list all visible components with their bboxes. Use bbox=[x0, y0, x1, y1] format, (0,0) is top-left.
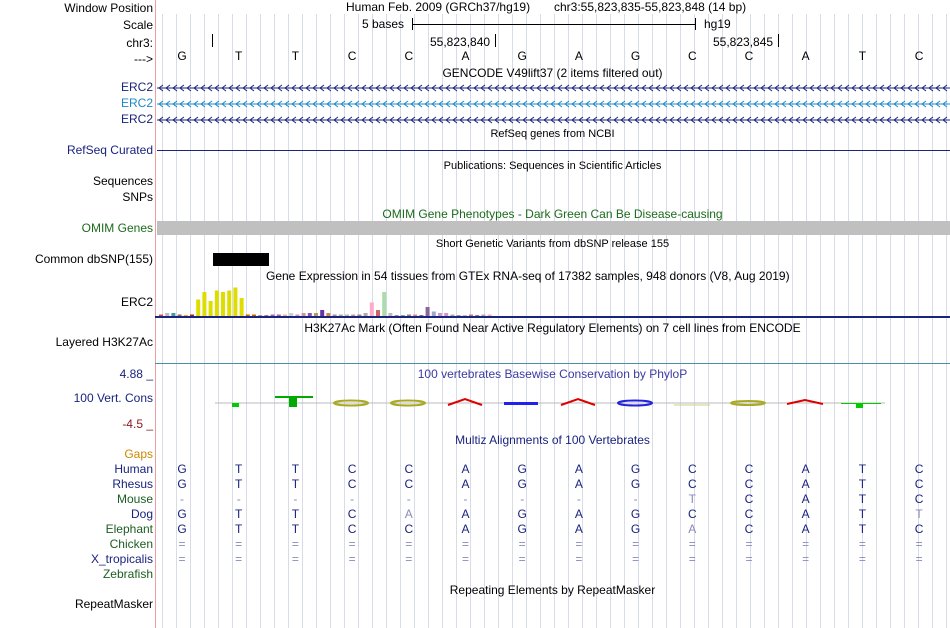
ruler-tick-1 bbox=[495, 34, 496, 47]
phylop-mark bbox=[856, 403, 863, 408]
alignment-base: C bbox=[404, 477, 414, 491]
omim-track-title: OMIM Gene Phenotypes - Dark Green Can Be Disease-causing bbox=[382, 207, 723, 221]
alignment-base: C bbox=[404, 462, 414, 476]
omim-gene-bar[interactable] bbox=[157, 221, 950, 235]
alignment-base: C bbox=[744, 522, 754, 536]
gencode-track-title: GENCODE V49lift37 (2 items filtered out) bbox=[442, 66, 663, 80]
publications-sequences-label[interactable]: Sequences bbox=[92, 174, 153, 188]
alignment-base: = bbox=[802, 552, 810, 566]
phylop-mark bbox=[504, 402, 538, 405]
alignment-base: T bbox=[291, 522, 300, 536]
alignment-base: A bbox=[461, 507, 470, 521]
ruler-tick-label-1: 55,823,840 bbox=[430, 35, 491, 49]
alignment-base: C bbox=[914, 522, 924, 536]
species-label[interactable]: X_tropicalis bbox=[90, 552, 153, 566]
base-letter[interactable]: A bbox=[574, 49, 583, 63]
alignment-base: = bbox=[291, 552, 299, 566]
alignment-base: A bbox=[461, 477, 470, 491]
alignment-base: G bbox=[177, 477, 187, 491]
h3k27ac-track-title: H3K27Ac Mark (Often Found Near Active Regulatory Elements) on 7 cell lines from ENCODE bbox=[304, 321, 801, 335]
alignment-base: - bbox=[406, 492, 411, 506]
publications-snps-label[interactable]: SNPs bbox=[122, 190, 153, 204]
alignment-base: = bbox=[518, 552, 526, 566]
alignment-base: = bbox=[915, 552, 923, 566]
alignment-base: T bbox=[235, 507, 243, 521]
species-label[interactable]: Dog bbox=[130, 507, 153, 521]
alignment-base: C bbox=[687, 477, 697, 491]
gtex-label[interactable]: ERC2 bbox=[120, 295, 153, 309]
alignment-base: C bbox=[914, 462, 924, 476]
gencode-item-label-2[interactable]: ERC2 bbox=[120, 96, 153, 110]
species-label[interactable]: Rhesus bbox=[112, 477, 153, 491]
alignment-base: C bbox=[914, 477, 924, 491]
h3k27ac-signal-baseline bbox=[155, 363, 950, 364]
phylop-min-label: -4.5 _ bbox=[122, 417, 153, 431]
base-letter[interactable]: C bbox=[687, 49, 697, 63]
base-letter[interactable]: C bbox=[347, 49, 357, 63]
gtex-tissue-bar[interactable] bbox=[221, 292, 225, 316]
multiz-track-title: Multiz Alignments of 100 Vertebrates bbox=[455, 433, 650, 447]
alignment-base: - bbox=[180, 492, 184, 506]
alignment-base: T bbox=[858, 522, 867, 536]
repeatmasker-label[interactable]: RepeatMasker bbox=[74, 597, 153, 611]
alignment-base: = bbox=[802, 537, 810, 551]
alignment-base: G bbox=[517, 522, 527, 536]
repeatmasker-track-title: Repeating Elements by RepeatMasker bbox=[449, 583, 656, 597]
gtex-tissue-bar[interactable] bbox=[202, 292, 206, 316]
gtex-track-title: Gene Expression in 54 tissues from GTEx RNA-seq of 17382 samples, 948 donors (V8, Aug 2019) bbox=[266, 269, 790, 283]
base-letter[interactable]: C bbox=[914, 49, 924, 63]
alignment-base: = bbox=[575, 552, 583, 566]
alignment-base: - bbox=[350, 492, 355, 506]
alignment-base: - bbox=[463, 492, 468, 506]
base-letter[interactable]: T bbox=[291, 49, 300, 63]
alignment-base: = bbox=[235, 552, 243, 566]
alignment-base: - bbox=[236, 492, 241, 506]
species-label[interactable]: Human bbox=[114, 462, 153, 476]
gtex-tissue-bar[interactable] bbox=[209, 301, 213, 316]
alignment-base: = bbox=[858, 552, 866, 566]
alignment-base: = bbox=[915, 537, 923, 551]
alignment-base: = bbox=[688, 552, 696, 566]
alignment-base: A bbox=[574, 522, 583, 536]
alignment-base: T bbox=[915, 507, 923, 521]
publications-track-title: Publications: Sequences in Scientific Articles bbox=[443, 160, 662, 172]
alignment-base: C bbox=[744, 462, 754, 476]
multiz-gaps-label[interactable]: Gaps bbox=[124, 447, 153, 461]
gencode-transcript-3[interactable] bbox=[157, 117, 950, 123]
alignment-base: A bbox=[801, 492, 810, 506]
gtex-tissue-bar[interactable] bbox=[233, 288, 237, 317]
alignment-base: - bbox=[576, 492, 581, 506]
alignment-base: T bbox=[235, 522, 243, 536]
dbsnp-label[interactable]: Common dbSNP(155) bbox=[34, 252, 153, 266]
alignment-base: G bbox=[517, 462, 527, 476]
alignment-base: T bbox=[235, 462, 243, 476]
window-position-label: Window Position bbox=[64, 1, 153, 15]
species-label[interactable]: Zebrafish bbox=[102, 567, 153, 581]
h3k27ac-label[interactable]: Layered H3K27Ac bbox=[55, 335, 153, 349]
alignment-base: = bbox=[178, 537, 186, 551]
base-letter[interactable]: C bbox=[404, 49, 414, 63]
alignment-base: C bbox=[404, 522, 414, 536]
gencode-transcript-1[interactable] bbox=[157, 85, 950, 91]
chromosome-label: chr3: bbox=[126, 36, 153, 50]
alignment-base: = bbox=[178, 552, 186, 566]
alignment-base: T bbox=[291, 507, 300, 521]
dbsnp-variant-block[interactable] bbox=[213, 253, 269, 266]
position-text[interactable]: chr3:55,823,835-55,823,848 (14 bp) bbox=[554, 0, 747, 14]
gtex-bar-chart[interactable] bbox=[155, 284, 950, 317]
gtex-tissue-bar[interactable] bbox=[196, 300, 200, 317]
base-letter[interactable]: C bbox=[744, 49, 754, 63]
alignment-base: C bbox=[687, 462, 697, 476]
alignment-base: G bbox=[517, 477, 527, 491]
alignment-base: C bbox=[347, 462, 357, 476]
alignment-base: A bbox=[404, 507, 413, 521]
gencode-item-label-3[interactable]: ERC2 bbox=[120, 112, 153, 126]
ruler-tick-2 bbox=[778, 34, 779, 47]
gencode-item-label-1[interactable]: ERC2 bbox=[120, 80, 153, 94]
base-letter[interactable]: G bbox=[177, 49, 187, 63]
alignment-base: T bbox=[858, 507, 867, 521]
alignment-base: = bbox=[348, 552, 356, 566]
strand-label: ---> bbox=[134, 52, 153, 66]
phylop-track-title: 100 vertebrates Basewise Conservation by PhyloP bbox=[417, 367, 688, 381]
phylop-mark bbox=[232, 403, 239, 407]
alignment-base: = bbox=[688, 537, 696, 551]
alignment-base: C bbox=[744, 492, 754, 506]
omim-label[interactable]: OMIM Genes bbox=[81, 221, 153, 235]
alignment-base: A bbox=[688, 522, 697, 536]
alignment-base: C bbox=[347, 507, 357, 521]
phylop-mark bbox=[275, 396, 313, 398]
species-label[interactable]: Mouse bbox=[116, 492, 153, 506]
base-letter[interactable]: T bbox=[235, 49, 243, 63]
alignment-base: C bbox=[347, 522, 357, 536]
alignment-base: G bbox=[177, 462, 187, 476]
alignment-base: = bbox=[235, 537, 243, 551]
alignment-base: T bbox=[688, 492, 696, 506]
species-label[interactable]: Chicken bbox=[109, 537, 153, 551]
phylop-max-label: 4.88 _ bbox=[119, 367, 153, 381]
alignment-base: A bbox=[461, 462, 470, 476]
phylop-mark bbox=[289, 398, 297, 407]
refseq-gene-line[interactable] bbox=[157, 150, 950, 151]
alignment-base: T bbox=[291, 477, 300, 491]
ruler-tick-label-2: 55,823,845 bbox=[713, 35, 774, 49]
alignment-base: G bbox=[517, 507, 527, 521]
gtex-tissue-bar[interactable] bbox=[382, 292, 386, 316]
alignment-base: = bbox=[745, 552, 753, 566]
phylop-mark bbox=[561, 399, 595, 405]
alignment-base: A bbox=[801, 507, 810, 521]
alignment-base: C bbox=[914, 492, 924, 506]
alignment-base: C bbox=[744, 507, 754, 521]
gtex-gene-line bbox=[155, 316, 950, 318]
dbsnp-track-title: Short Genetic Variants from dbSNP release 155 bbox=[435, 238, 670, 250]
base-letter[interactable]: T bbox=[858, 49, 867, 63]
gtex-tissue-bar[interactable] bbox=[426, 307, 430, 316]
alignment-base: = bbox=[575, 537, 583, 551]
alignment-base: G bbox=[630, 477, 641, 491]
assembly-text: Human Feb. 2009 (GRCh37/hg19) bbox=[346, 0, 531, 14]
alignment-base: = bbox=[461, 552, 469, 566]
alignment-base: = bbox=[405, 552, 413, 566]
alignment-base: G bbox=[177, 522, 187, 536]
alignment-base: - bbox=[293, 492, 298, 506]
alignment-base: = bbox=[745, 537, 753, 551]
base-letter[interactable]: G bbox=[517, 49, 527, 63]
alignment-base: G bbox=[630, 522, 641, 536]
alignment-base: C bbox=[744, 477, 754, 491]
assembly-db-text: hg19 bbox=[704, 17, 731, 31]
alignment-base: T bbox=[235, 477, 243, 491]
alignment-base: = bbox=[461, 537, 469, 551]
alignment-base: A bbox=[801, 462, 810, 476]
scale-bar-right-tick bbox=[695, 18, 696, 30]
alignment-base: A bbox=[461, 522, 470, 536]
alignment-base: - bbox=[633, 492, 638, 506]
gtex-tissue-bar[interactable] bbox=[227, 291, 231, 317]
gencode-transcript-2[interactable] bbox=[157, 101, 950, 107]
alignment-base: T bbox=[858, 462, 867, 476]
alignment-base: G bbox=[177, 507, 187, 521]
alignment-base: = bbox=[632, 537, 640, 551]
phylop-conservation-plot[interactable] bbox=[155, 393, 950, 413]
alignment-base: T bbox=[858, 477, 867, 491]
alignment-base: T bbox=[858, 492, 867, 506]
alignment-base: C bbox=[347, 477, 357, 491]
alignment-base: = bbox=[632, 552, 640, 566]
alignment-base: G bbox=[630, 462, 641, 476]
alignment-base: G bbox=[630, 507, 641, 521]
alignment-base: A bbox=[801, 477, 810, 491]
alignment-base: A bbox=[801, 522, 810, 536]
refseq-label[interactable]: RefSeq Curated bbox=[66, 143, 153, 157]
alignment-base: A bbox=[574, 462, 583, 476]
alignment-base: = bbox=[518, 537, 526, 551]
base-letter[interactable]: G bbox=[630, 49, 641, 63]
alignment-base: = bbox=[348, 537, 356, 551]
alignment-base: C bbox=[687, 507, 697, 521]
base-letter[interactable]: A bbox=[801, 49, 810, 63]
alignment-base: A bbox=[574, 477, 583, 491]
scale-bar bbox=[412, 24, 695, 25]
base-letter[interactable]: A bbox=[461, 49, 470, 63]
scale-text: 5 bases bbox=[362, 17, 405, 31]
scale-bar-left-tick bbox=[412, 18, 413, 30]
gtex-tissue-bar[interactable] bbox=[215, 291, 219, 317]
gtex-tissue-bar[interactable] bbox=[370, 303, 374, 317]
phylop-mark bbox=[448, 399, 482, 405]
alignment-base: = bbox=[405, 537, 413, 551]
alignment-base: = bbox=[291, 537, 299, 551]
alignment-base: = bbox=[858, 537, 866, 551]
gencode-gene-features[interactable] bbox=[155, 80, 950, 126]
ruler-tick-left bbox=[212, 34, 213, 47]
alignment-base: T bbox=[291, 462, 300, 476]
species-label[interactable]: Elephant bbox=[105, 522, 153, 536]
alignment-base: A bbox=[574, 507, 583, 521]
scale-label: Scale bbox=[122, 18, 153, 32]
gtex-tissue-bar[interactable] bbox=[240, 298, 244, 316]
refseq-track-title: RefSeq genes from NCBI bbox=[490, 128, 615, 140]
phylop-label[interactable]: 100 Vert. Cons bbox=[73, 391, 153, 405]
alignment-base: - bbox=[520, 492, 525, 506]
